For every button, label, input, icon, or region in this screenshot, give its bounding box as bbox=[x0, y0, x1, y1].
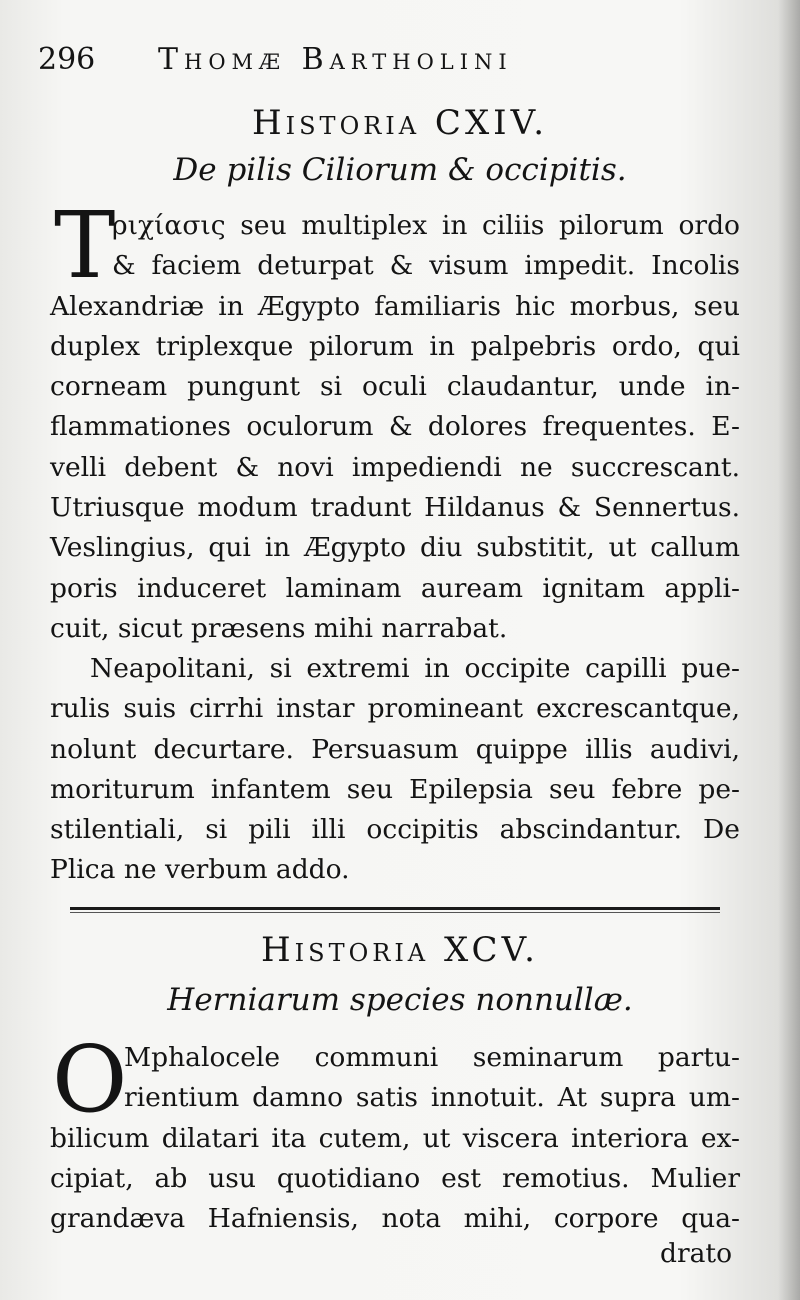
drop-cap-t: T bbox=[54, 192, 116, 299]
text-line: corneam pungunt si oculi claudantur, unde in- bbox=[50, 371, 740, 403]
text-line: cipiat, ab usu quotidiano est remotius. Mulier bbox=[50, 1162, 740, 1194]
text-line: Neapolitani, si extremi in occipite capilli pue- bbox=[90, 653, 740, 684]
text-line: ριχίασις seu multiplex in ciliis pilorum ordo bbox=[112, 210, 740, 241]
text-line: Mphalocele communi seminarum partu- bbox=[124, 1042, 740, 1073]
catchword: drato bbox=[660, 1238, 733, 1269]
text-line: cuit, sicut præsens mihi narrabat. bbox=[50, 612, 508, 644]
page-edge-shadow bbox=[778, 0, 800, 1300]
text-line: Utriusque modum tradunt Hildanus & Sennertus. bbox=[50, 492, 740, 524]
section-title-2: Historia XCV. bbox=[261, 930, 539, 970]
text-line: Veslingius, qui in Ægypto diu substitit, ut callum bbox=[50, 532, 740, 564]
running-head-title: Thomæ Bartholini bbox=[158, 42, 513, 77]
text-line: duplex triplexque pilorum in palpebris ordo, qui bbox=[50, 330, 740, 362]
historia-1-paragraph-2 bbox=[50, 649, 740, 891]
historia-2-paragraph-1 bbox=[50, 1038, 740, 1239]
drop-cap-o: O bbox=[52, 1026, 128, 1133]
historia-1-paragraph-1 bbox=[50, 206, 740, 649]
text-line: poris induceret laminam auream ignitam appli- bbox=[50, 572, 740, 604]
text-line: moriturum infantem seu Epilepsia seu febre pe- bbox=[50, 773, 740, 805]
text-line: Plica ne verbum addo. bbox=[50, 854, 350, 886]
section-divider-rule bbox=[70, 907, 720, 910]
text-line: rientium damno satis innotuit. At supra um- bbox=[124, 1082, 740, 1114]
text-line: velli debent & novi impediendi ne succrescant. bbox=[50, 451, 740, 483]
section-subtitle-2: Herniarum species nonnullæ. bbox=[167, 982, 633, 1018]
section-title-1: Historia CXIV. bbox=[251, 103, 548, 143]
running-head bbox=[38, 42, 758, 82]
page-number: 296 bbox=[38, 42, 96, 77]
text-line: & faciem deturpat & visum impedit. Incolis bbox=[112, 250, 740, 282]
text-line: nolunt decurtare. Persuasum quippe illis audivi, bbox=[50, 733, 740, 765]
text-line: rulis suis cirrhi instar promineant excrescantque, bbox=[50, 693, 740, 725]
section-subtitle-1: De pilis Ciliorum & occipitis. bbox=[173, 152, 627, 188]
text-line: Alexandriæ in Ægypto familiaris hic morbus, seu bbox=[50, 290, 740, 322]
text-line: grandæva Hafniensis, nota mihi, corpore qua- bbox=[50, 1203, 740, 1235]
text-line: bilicum dilatari ita cutem, ut viscera interiora ex- bbox=[50, 1122, 740, 1154]
text-line: flammationes oculorum & dolores frequentes. E- bbox=[50, 411, 740, 443]
text-line: stilentiali, si pili illi occipitis abscindantur. De bbox=[50, 814, 740, 846]
